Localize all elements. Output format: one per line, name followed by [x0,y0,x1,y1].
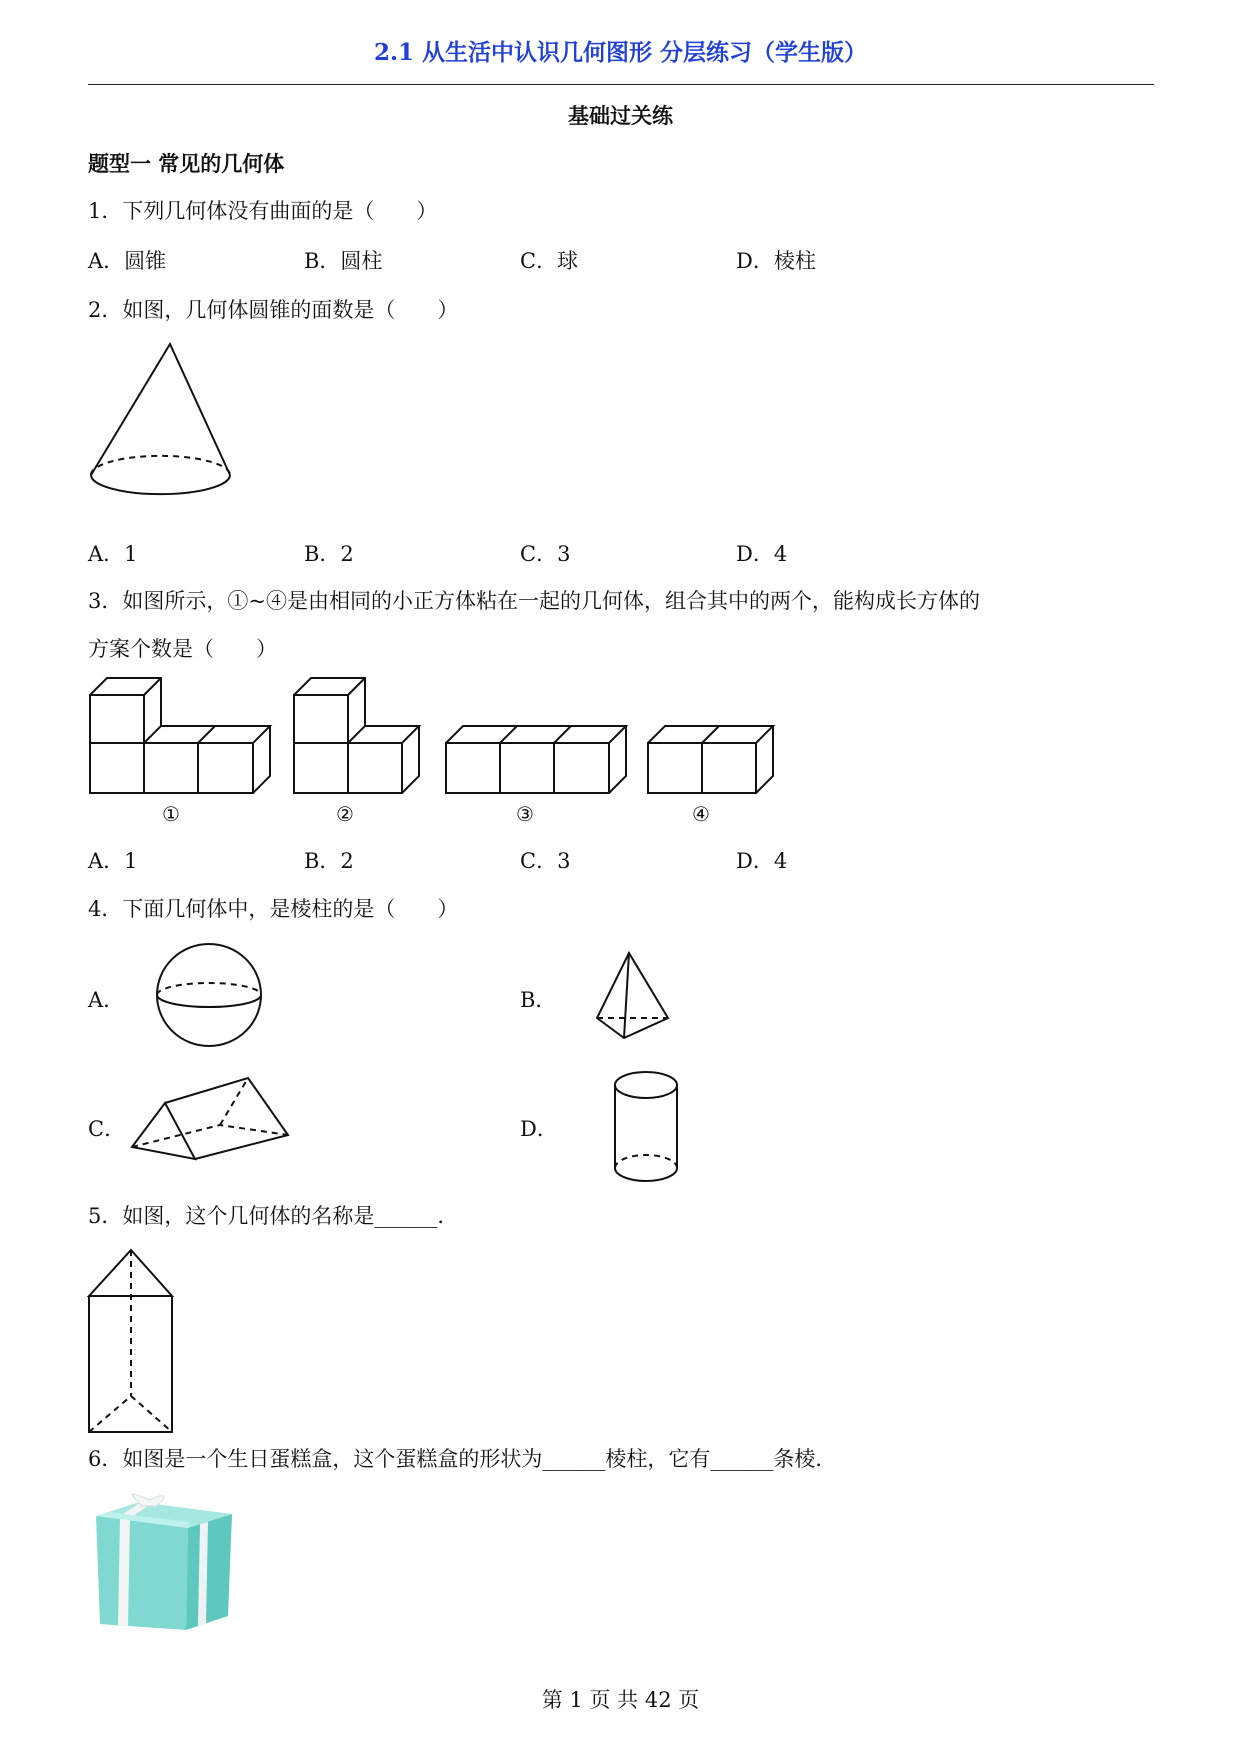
cylinder-figure [612,1070,684,1184]
question-3-text-line1: 3．如图所示，①~④是由相同的小正方体粘在一起的几何体，组合其中的两个，能构成长方体的 [88,589,980,613]
q3-option-b: B．2 [304,849,354,873]
cube-figure-2 [294,678,424,793]
figure-label-3: ③ [516,802,534,826]
figure-label-4: ④ [692,802,710,826]
document-title: 2.1 从生活中认识几何图形 分层练习（学生版） [373,39,868,66]
q2-option-b: B．2 [304,542,354,566]
q2-option-c: C．3 [520,542,571,566]
cube-figure-1 [90,678,276,793]
prism-figure [88,1248,178,1434]
header-rule [88,84,1154,85]
q3-option-d: D．4 [736,849,788,873]
q1-option-b: B．圆柱 [304,249,383,273]
q4-option-d: D． [520,1117,558,1141]
q1-option-c: C．球 [520,249,579,273]
q1-option-d: D．棱柱 [736,249,816,273]
q4-option-b: B． [520,988,557,1012]
question-2-text: 2．如图，几何体圆锥的面数是（ ） [88,298,459,322]
q3-option-c: C．3 [520,849,571,873]
cone-figure [88,340,238,520]
triangular-prism-figure [130,1075,295,1161]
figure-label-2: ② [336,802,354,826]
cube-figure-4 [648,726,778,796]
question-3-text-line2: 方案个数是（ ） [88,637,277,661]
sphere-figure [156,942,266,1048]
q4-option-a: A． [88,988,125,1012]
question-type-heading: 题型一 常见的几何体 [88,151,285,176]
question-6-text: 6．如图是一个生日蛋糕盒，这个蛋糕盒的形状为______棱柱，它有______条棱． [88,1447,837,1471]
q1-option-a: A．圆锥 [88,249,167,273]
section-title: 基础过关练 [568,103,673,128]
question-1-text: 1．下列几何体没有曲面的是（ ） [88,199,438,223]
figure-label-1: ① [162,802,180,826]
q3-option-a: A．1 [88,849,138,873]
question-5-text: 5．如图，这个几何体的名称是______． [88,1204,459,1228]
question-4-text: 4．下面几何体中，是棱柱的是（ ） [88,897,459,921]
pyramid-figure [594,950,674,1042]
q2-option-a: A．1 [88,542,138,566]
cube-figure-3 [446,726,632,796]
q4-option-c: C． [88,1117,126,1141]
page-number: 第 1 页 共 42 页 [541,1688,700,1712]
gift-box-image [90,1494,238,1636]
q2-option-d: D．4 [736,542,788,566]
